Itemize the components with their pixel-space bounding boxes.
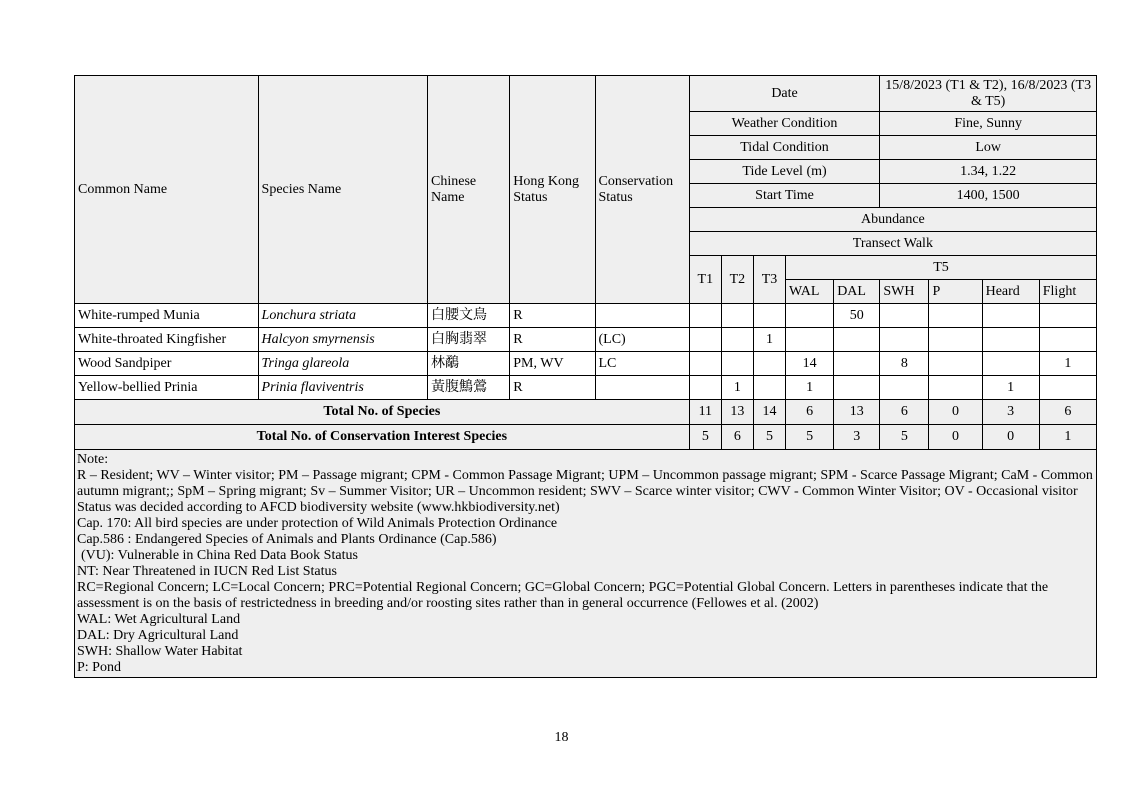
start-time-label: Start Time [689, 184, 880, 208]
table-row [75, 304, 1097, 328]
table-row [75, 328, 1097, 352]
conservation-cell [595, 304, 689, 328]
heard-cell [982, 328, 1039, 352]
wal-cell: 1 [786, 376, 834, 400]
common-name-cell: White-throated Kingfisher [75, 328, 259, 352]
note-line: SWH: Shallow Water Habitat [77, 644, 243, 659]
total-t2: 13 [721, 400, 753, 425]
conservation-cell [595, 376, 689, 400]
total-heard: 3 [982, 400, 1039, 425]
flight-cell [1039, 376, 1096, 400]
cons-dal: 3 [834, 425, 880, 450]
p-cell [929, 328, 982, 352]
header-chinese-name: Chinese Name [428, 76, 510, 304]
swh-cell [880, 304, 929, 328]
t1-cell [689, 376, 721, 400]
tide-level-label: Tide Level (m) [689, 160, 880, 184]
t2-cell [721, 304, 753, 328]
total-conservation-label: Total No. of Conservation Interest Species [75, 425, 690, 450]
cons-t2: 6 [721, 425, 753, 450]
date-label: Date [689, 76, 880, 112]
total-flight: 6 [1039, 400, 1096, 425]
swh-cell: 8 [880, 352, 929, 376]
header-species-name: Species Name [258, 76, 427, 304]
header-t3: T3 [753, 256, 785, 304]
weather-value: Fine, Sunny [880, 112, 1097, 136]
t3-cell: 1 [753, 328, 785, 352]
page-number: 18 [554, 730, 569, 745]
note-line: Cap.586 : Endangered Species of Animals and Plants Ordinance (Cap.586) [77, 532, 497, 547]
header-common-name: Common Name [75, 76, 259, 304]
flight-cell: 1 [1039, 352, 1096, 376]
header-wal: WAL [786, 280, 834, 304]
t2-cell [721, 328, 753, 352]
t3-cell [753, 376, 785, 400]
header-dal: DAL [834, 280, 880, 304]
t1-cell [689, 352, 721, 376]
bird-survey-table [74, 75, 1097, 678]
note-line: WAL: Wet Agricultural Land [77, 612, 241, 627]
chinese-name-cell: 林鷸 [428, 352, 510, 376]
chinese-name-cell: 白腰文鳥 [428, 304, 510, 328]
total-t1: 11 [689, 400, 721, 425]
header-conservation-status: Conservation Status [595, 76, 689, 304]
cons-t1: 5 [689, 425, 721, 450]
transect-walk-header: Transect Walk [689, 232, 1096, 256]
total-species-label: Total No. of Species [75, 400, 690, 425]
cons-wal: 5 [786, 425, 834, 450]
table-row [75, 376, 1097, 400]
t2-cell [721, 352, 753, 376]
weather-label: Weather Condition [689, 112, 880, 136]
common-name-cell: Wood Sandpiper [75, 352, 259, 376]
tide-level-value: 1.34, 1.22 [880, 160, 1097, 184]
header-heard: Heard [982, 280, 1039, 304]
note-line: NT: Near Threatened in IUCN Red List Status [77, 564, 337, 579]
common-name-cell: White-rumped Munia [75, 304, 259, 328]
total-species-row [75, 400, 1097, 425]
p-cell [929, 376, 982, 400]
species-name-cell: Halcyon smyrnensis [258, 328, 427, 352]
total-t3: 14 [753, 400, 785, 425]
header-t2: T2 [721, 256, 753, 304]
note-line: (VU): Vulnerable in China Red Data Book Status [81, 548, 358, 563]
notes-row [75, 450, 1097, 678]
note-line: RC=Regional Concern; LC=Local Concern; PRC=Potential Regional Concern; GC=Global Concern; PGC=Potential Global Concern. Letters in parentheses indicate that the assessment is on the basis of restrictedness in breeding and/or roosting sites rather than in general occurrence (Fellowes et al. (2002) [77, 580, 1049, 611]
species-name-cell: Prinia flaviventris [258, 376, 427, 400]
note-line: DAL: Dry Agricultural Land [77, 628, 239, 643]
total-wal: 6 [786, 400, 834, 425]
p-cell [929, 304, 982, 328]
dal-cell: 50 [834, 304, 880, 328]
dal-cell [834, 352, 880, 376]
note-line: Cap. 170: All bird species are under protection of Wild Animals Protection Ordinance [77, 516, 558, 531]
t1-cell [689, 304, 721, 328]
hk-status-cell: R [510, 376, 595, 400]
t2-cell: 1 [721, 376, 753, 400]
header-t5: T5 [786, 256, 1097, 280]
flight-cell [1039, 304, 1096, 328]
note-line: Note: [77, 452, 109, 467]
cons-heard: 0 [982, 425, 1039, 450]
dal-cell [834, 328, 880, 352]
chinese-name-cell: 白胸翡翠 [428, 328, 510, 352]
cons-t3: 5 [753, 425, 785, 450]
total-p: 0 [929, 400, 982, 425]
cons-flight: 1 [1039, 425, 1096, 450]
swh-cell [880, 376, 929, 400]
note-line: P: Pond [77, 660, 121, 675]
cons-swh: 5 [880, 425, 929, 450]
start-time-value: 1400, 1500 [880, 184, 1097, 208]
heard-cell [982, 352, 1039, 376]
total-swh: 6 [880, 400, 929, 425]
wal-cell [786, 328, 834, 352]
conservation-cell: LC [595, 352, 689, 376]
hk-status-cell: PM, WV [510, 352, 595, 376]
dal-cell [834, 376, 880, 400]
hk-status-cell: R [510, 304, 595, 328]
swh-cell [880, 328, 929, 352]
species-name-cell: Tringa glareola [258, 352, 427, 376]
note-line: Status was decided according to AFCD biodiversity website (www.hkbiodiversity.net) [77, 500, 560, 515]
wal-cell: 14 [786, 352, 834, 376]
note-line: R – Resident; WV – Winter visitor; PM – Passage migrant; CPM - Common Passage Migrant; UPM – Uncommon passage migrant; SPM - Scarce Passage Migrant; CaM - Common autumn migrant;; SpM – Spring migrant; Sv – Summer Visitor; UR – Uncommon resident; SWV – Scarce winter visitor; CWV - Common Winter Visitor; OV - Occasional visitor [77, 468, 1093, 499]
abundance-header: Abundance [689, 208, 1096, 232]
tidal-label: Tidal Condition [689, 136, 880, 160]
total-dal: 13 [834, 400, 880, 425]
header-swh: SWH [880, 280, 929, 304]
date-value: 15/8/2023 (T1 & T2), 16/8/2023 (T3 & T5) [880, 76, 1097, 112]
chinese-name-cell: 黃腹鷦鶯 [428, 376, 510, 400]
t3-cell [753, 352, 785, 376]
header-hk-status: Hong Kong Status [510, 76, 595, 304]
tidal-value: Low [880, 136, 1097, 160]
total-conservation-row [75, 425, 1097, 450]
notes-cell [75, 450, 1097, 678]
heard-cell: 1 [982, 376, 1039, 400]
heard-cell [982, 304, 1039, 328]
t3-cell [753, 304, 785, 328]
wal-cell [786, 304, 834, 328]
p-cell [929, 352, 982, 376]
conservation-cell: (LC) [595, 328, 689, 352]
common-name-cell: Yellow-bellied Prinia [75, 376, 259, 400]
table-row [75, 352, 1097, 376]
cons-p: 0 [929, 425, 982, 450]
header-flight: Flight [1039, 280, 1096, 304]
header-t1: T1 [689, 256, 721, 304]
species-name-cell: Lonchura striata [258, 304, 427, 328]
hk-status-cell: R [510, 328, 595, 352]
t1-cell [689, 328, 721, 352]
flight-cell [1039, 328, 1096, 352]
header-p: P [929, 280, 982, 304]
